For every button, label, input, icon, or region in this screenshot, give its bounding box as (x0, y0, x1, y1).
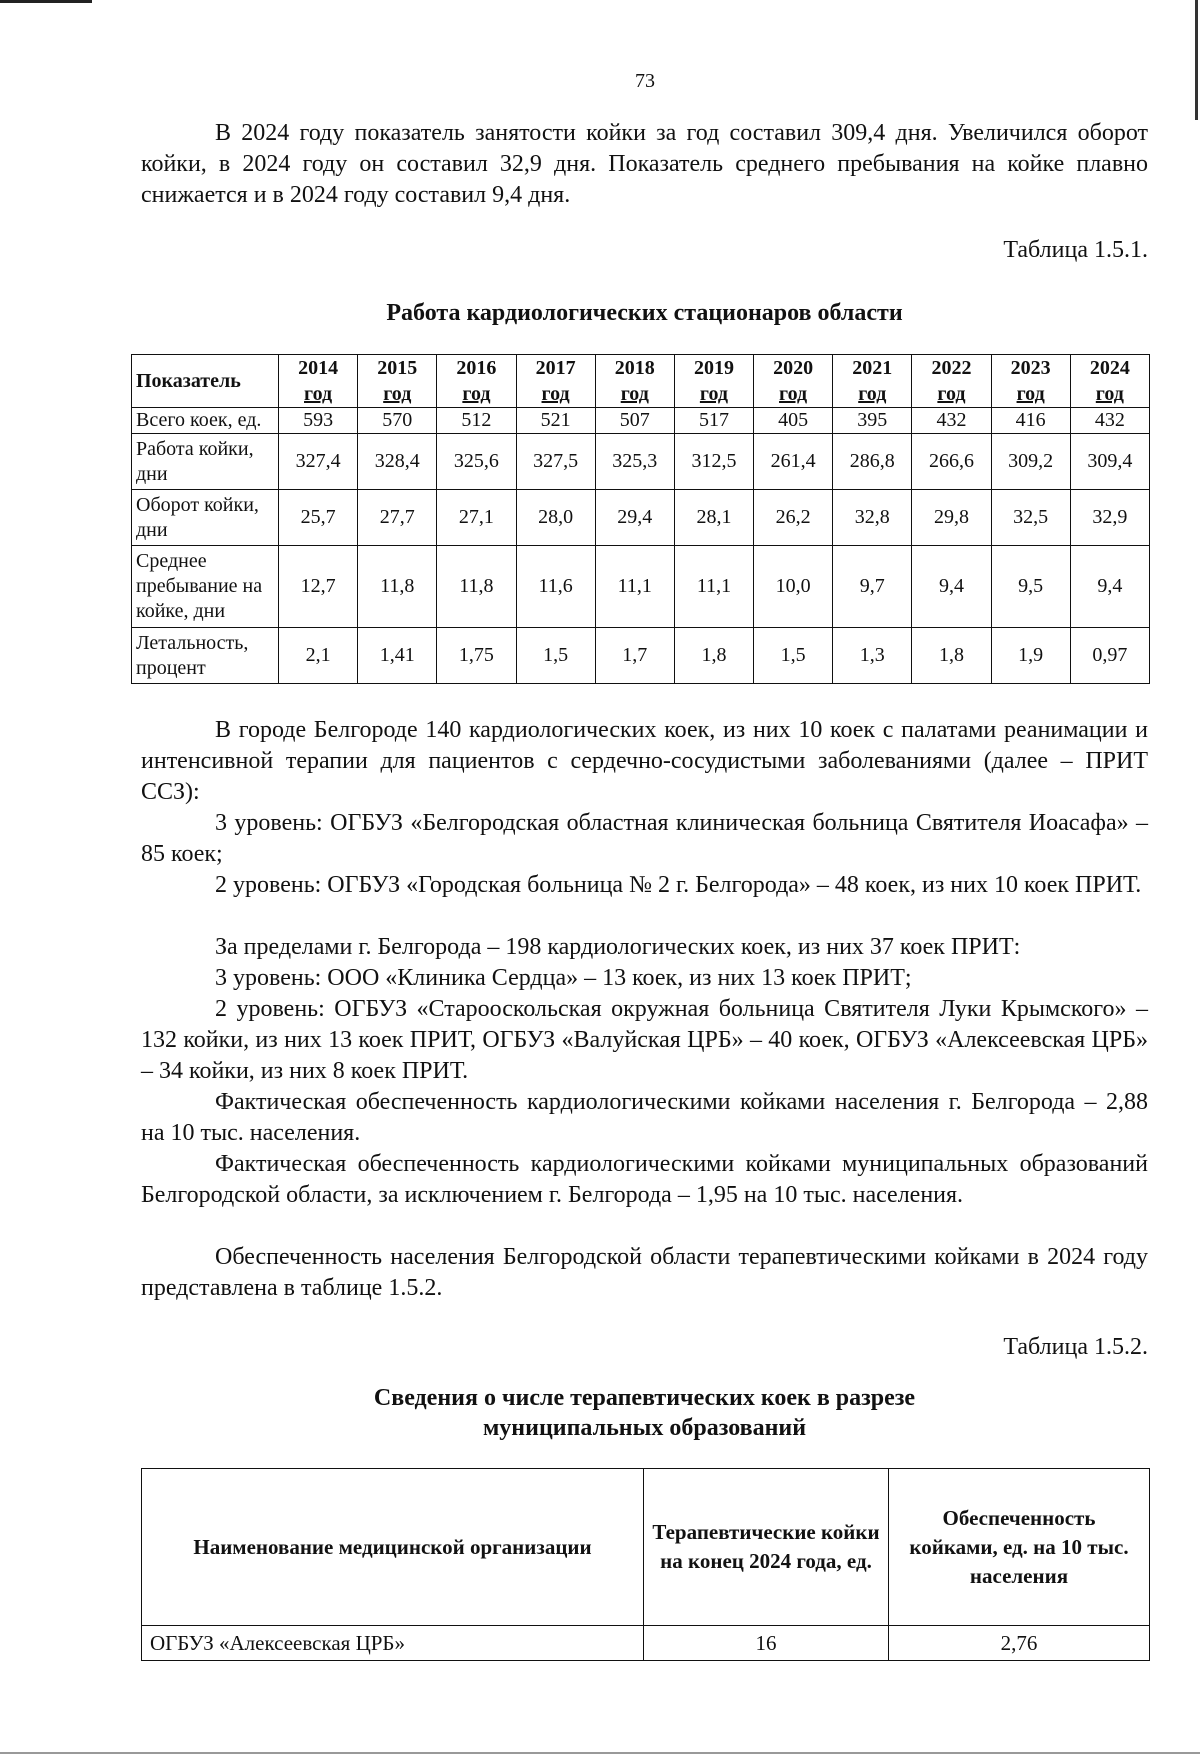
table-cell: 405 (754, 408, 833, 434)
table-row (142, 1626, 1150, 1661)
table-cell: 1,3 (833, 628, 912, 684)
table-row (132, 408, 1150, 434)
header-beds: Терапевтические койки на конец 2024 года, ед. (644, 1469, 889, 1626)
row-label: Летальность, процент (132, 628, 279, 684)
table-cell: 28,0 (516, 490, 595, 546)
header-organization: Наименование медицинской организации (142, 1469, 644, 1626)
table-cell: 32,8 (833, 490, 912, 546)
table2-title-line: муниципальных образований (482, 1415, 807, 1441)
table-cell: 26,2 (754, 490, 833, 546)
header-year: 2020 год (754, 355, 833, 408)
table-cell: 9,5 (991, 546, 1070, 628)
table-cell: 507 (595, 408, 674, 434)
body-paragraph: 2 уровень: ОГБУЗ «Городская больница № 2 г. Белгорода» – 48 коек, из них 10 коек ПРИТ. (215, 872, 1142, 898)
table-cell: 11,1 (674, 546, 753, 628)
scan-edge-bottom (0, 1752, 1200, 1754)
table-cell: 27,7 (358, 490, 437, 546)
table-row (132, 546, 1150, 628)
ratio-cell: 2,76 (889, 1626, 1150, 1661)
table2-caption: Таблица 1.5.2. (1003, 1334, 1148, 1360)
table-cell: 432 (912, 408, 991, 434)
table-cell: 325,3 (595, 434, 674, 490)
header-year: 2015 год (358, 355, 437, 408)
table-cell: 328,4 (358, 434, 437, 490)
header-year: 2022 год (912, 355, 991, 408)
header-year: 2017 год (516, 355, 595, 408)
table-cell: 327,4 (279, 434, 358, 490)
table-cell: 327,5 (516, 434, 595, 490)
intro-paragraph: В 2024 году показатель занятости койки за год составил 309,4 дня. Увеличился оборот койки, в 2024 году он составил 32,9 дня. Показатель среднего пребывания на койке плавно снижается и в 2024 году составил 9,4 дня. (141, 120, 1148, 208)
header-year: 2016 год (437, 355, 516, 408)
body-paragraph: 2 уровень: ОГБУЗ «Старооскольская окружная больница Святителя Луки Крымского» – 132 койки, из них 13 коек ПРИТ, ОГБУЗ «Валуйская ЦРБ» – 40 коек, ОГБУЗ «Алексеевская ЦРБ» – 34 койки, из них 8 коек ПРИТ. (141, 996, 1148, 1084)
table-cell: 28,1 (674, 490, 753, 546)
table-cell: 0,97 (1070, 628, 1149, 684)
table-cell: 25,7 (279, 490, 358, 546)
body-paragraph: Фактическая обеспеченность кардиологическими койками муниципальных образований Белгородской области, за исключением г. Белгорода – 1,95 на 10 тыс. населения. (141, 1151, 1148, 1208)
table2-title-line: Сведения о числе терапевтических коек в разрезе (373, 1385, 916, 1411)
body-paragraph: В городе Белгороде 140 кардиологических коек, из них 10 коек с палатами реанимации и интенсивной терапии для пациентов с сердечно-сосудистыми заболеваниями (далее – ПРИТ ССЗ): (141, 717, 1148, 805)
table-cell: 32,9 (1070, 490, 1149, 546)
page-number: 73 (635, 70, 655, 92)
table1-caption: Таблица 1.5.1. (1003, 237, 1148, 263)
table-cell: 9,4 (1070, 546, 1149, 628)
body-paragraph: Обеспеченность населения Белгородской области терапевтическими койками в 2024 году представлена в таблице 1.5.2. (141, 1244, 1148, 1301)
table-cell: 266,6 (912, 434, 991, 490)
table-cell: 2,1 (279, 628, 358, 684)
row-label: Всего коек, ед. (132, 408, 279, 434)
table-cell: 1,7 (595, 628, 674, 684)
table-cell: 1,5 (754, 628, 833, 684)
organization-cell: ОГБУЗ «Алексеевская ЦРБ» (142, 1626, 644, 1661)
header-year: 2023 год (991, 355, 1070, 408)
table-row (132, 490, 1150, 546)
scan-edge-top (0, 0, 92, 3)
table-cell: 11,8 (437, 546, 516, 628)
table-cell: 286,8 (833, 434, 912, 490)
table-cell: 416 (991, 408, 1070, 434)
cardio-table (131, 354, 1150, 684)
header-year: 2018 год (595, 355, 674, 408)
table-cell: 1,8 (912, 628, 991, 684)
table-cell: 512 (437, 408, 516, 434)
scan-edge-right (1195, 0, 1198, 120)
table-cell: 1,41 (358, 628, 437, 684)
table-cell: 11,1 (595, 546, 674, 628)
table-cell: 1,8 (674, 628, 753, 684)
row-label: Работа койки, дни (132, 434, 279, 490)
table-row (132, 628, 1150, 684)
table-cell: 312,5 (674, 434, 753, 490)
table-cell: 1,9 (991, 628, 1070, 684)
body-paragraph: 3 уровень: ОГБУЗ «Белгородская областная клиническая больница Святителя Иоасафа» – 85 коек; (141, 810, 1148, 867)
body-paragraph: За пределами г. Белгорода – 198 кардиологических коек, из них 37 коек ПРИТ: (215, 934, 1021, 960)
table-header-row (142, 1469, 1150, 1626)
table-cell: 309,4 (1070, 434, 1149, 490)
table-cell: 593 (279, 408, 358, 434)
table-cell: 10,0 (754, 546, 833, 628)
table-cell: 29,8 (912, 490, 991, 546)
table-cell: 27,1 (437, 490, 516, 546)
table-cell: 325,6 (437, 434, 516, 490)
table-cell: 309,2 (991, 434, 1070, 490)
header-year: 2024 год (1070, 355, 1149, 408)
table-cell: 29,4 (595, 490, 674, 546)
table-cell: 432 (1070, 408, 1149, 434)
table-cell: 12,7 (279, 546, 358, 628)
therapy-table (141, 1468, 1150, 1661)
body-paragraph: Фактическая обеспеченность кардиологическими койками населения г. Белгорода – 2,88 на 10 тыс. населения. (141, 1089, 1148, 1146)
header-indicator: Показатель (132, 355, 279, 408)
body-paragraph: 3 уровень: ООО «Клиника Сердца» – 13 коек, из них 13 коек ПРИТ; (215, 965, 912, 991)
table-cell: 32,5 (991, 490, 1070, 546)
header-ratio: Обеспеченность койками, ед. на 10 тыс. населения (889, 1469, 1150, 1626)
table-cell: 11,8 (358, 546, 437, 628)
row-label: Среднее пребывание на койке, дни (132, 546, 279, 628)
table1-title: Работа кардиологических стационаров области (386, 300, 903, 326)
table-cell: 1,5 (516, 628, 595, 684)
row-label: Оборот койки, дни (132, 490, 279, 546)
table2-title (141, 1383, 1148, 1443)
table-cell: 9,4 (912, 546, 991, 628)
table-cell: 1,75 (437, 628, 516, 684)
beds-cell: 16 (644, 1626, 889, 1661)
table-row (132, 434, 1150, 490)
table-cell: 11,6 (516, 546, 595, 628)
table-cell: 395 (833, 408, 912, 434)
table-header-row (132, 355, 1150, 408)
table-cell: 261,4 (754, 434, 833, 490)
table-cell: 517 (674, 408, 753, 434)
table-cell: 570 (358, 408, 437, 434)
header-year: 2019 год (674, 355, 753, 408)
table-cell: 521 (516, 408, 595, 434)
header-year: 2021 год (833, 355, 912, 408)
table-cell: 9,7 (833, 546, 912, 628)
header-year: 2014 год (279, 355, 358, 408)
